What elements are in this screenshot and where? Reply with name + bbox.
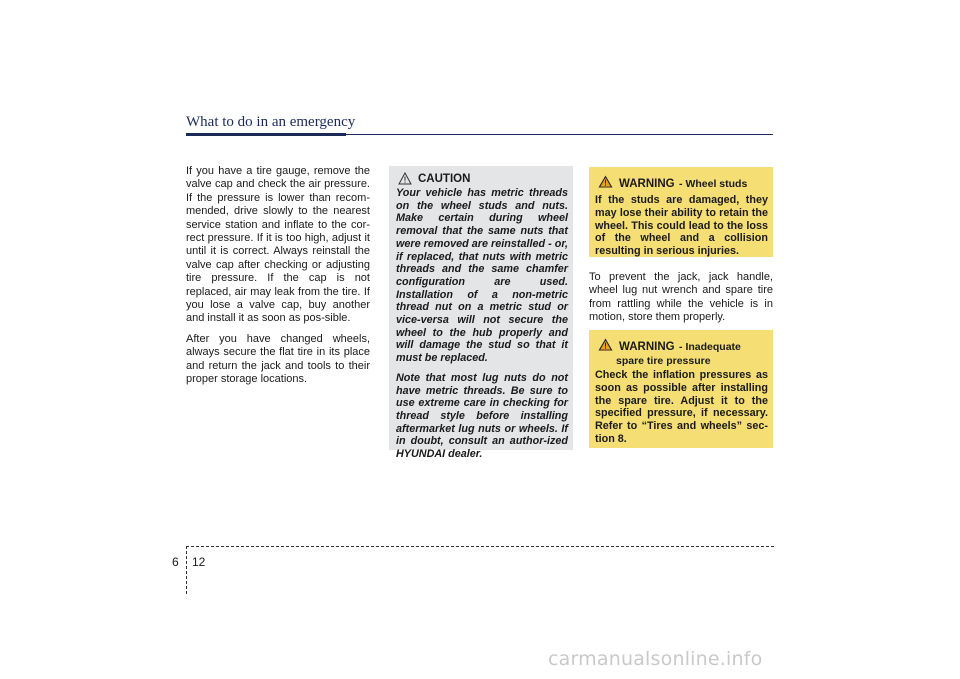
- warning-triangle-filled-icon: [598, 338, 613, 351]
- warning-body: Check the inflation pressures as soon as possible after installing the spare tire. Adjust it to the specified pressure, if necessary. Refer to “Tires and wheels” sec-tion 8.: [595, 369, 768, 445]
- footer-rule: [186, 546, 774, 547]
- warning-box-spare-tire: [589, 330, 773, 448]
- paragraph-store-tools: To prevent the jack, jack handle, wheel lug nut wrench and spare tire from rattling while the vehicle is in motion, store them properly.: [589, 271, 773, 324]
- warning-word: WARNING: [619, 341, 675, 353]
- header-rule-accent: [186, 133, 346, 136]
- watermark: carmanualsonline.info: [548, 648, 763, 670]
- paragraph-after-changing: After you have changed wheels, always secure the flat tire in its place and return the jack and tools to their proper storage locations.: [186, 332, 370, 386]
- header-rule: [346, 134, 773, 135]
- caution-label: CAUTION: [418, 172, 471, 185]
- warning-triangle-outline-icon: [398, 172, 412, 185]
- page-header-title: What to do in an emergency: [186, 114, 356, 130]
- chapter-number: 6: [172, 555, 179, 569]
- warning-triangle-filled-icon: [598, 175, 613, 188]
- warning-subtitle-continued: spare tire pressure: [616, 355, 711, 367]
- warning-header: [595, 337, 768, 355]
- page-number: 12: [192, 555, 206, 569]
- warning-body: If the studs are damaged, they may lose their ability to retain the wheel. This could lead to the loss of the wheel and a collision resulting in serious injuries.: [595, 194, 768, 258]
- caution-box: [389, 166, 573, 461]
- warning-header: [595, 174, 768, 192]
- warning-box-wheel-studs: [589, 167, 773, 257]
- caution-paragraph-lug-nuts: Note that most lug nuts do not have metric threads. Be sure to use extreme care in checking for thread style before installing aftermarket lug nuts or wheels. If in doubt, consult an author-ized HYUNDAI dealer.: [396, 371, 568, 461]
- footer-vertical-rule: [186, 546, 187, 594]
- warning-subtitle: - Inadequate: [679, 341, 741, 353]
- paragraph-tire-gauge: If you have a tire gauge, remove the valve cap and check the air pressure. If the pressure is lower than recom-mended, drive slowly to the nearest service station and inflate to the cor-rect pressure. If it is too high, adjust it until it is correct. Always reinstall the valve cap after checking or adjusting tire pressure. If the cap is not replaced, air may leak from the tire. If you lose a valve cap, buy another and install it as soon as pos-sible.: [186, 165, 370, 325]
- left-column: [186, 165, 370, 394]
- warning-subtitle: - Wheel studs: [679, 178, 748, 190]
- caution-paragraph-metric: Your vehicle has metric threads on the wheel studs and nuts. Make certain during wheel removal that the same nuts that were removed are reinstalled - or, if replaced, that nuts with metric threads and the same chamfer configuration are used. Installation of a non-metric thread nut on a metric stud or vice-versa will not secure the wheel to the hub properly and will damage the stud so that it must be replaced.: [396, 187, 568, 365]
- caution-header: [396, 172, 568, 185]
- warning-word: WARNING: [619, 178, 675, 190]
